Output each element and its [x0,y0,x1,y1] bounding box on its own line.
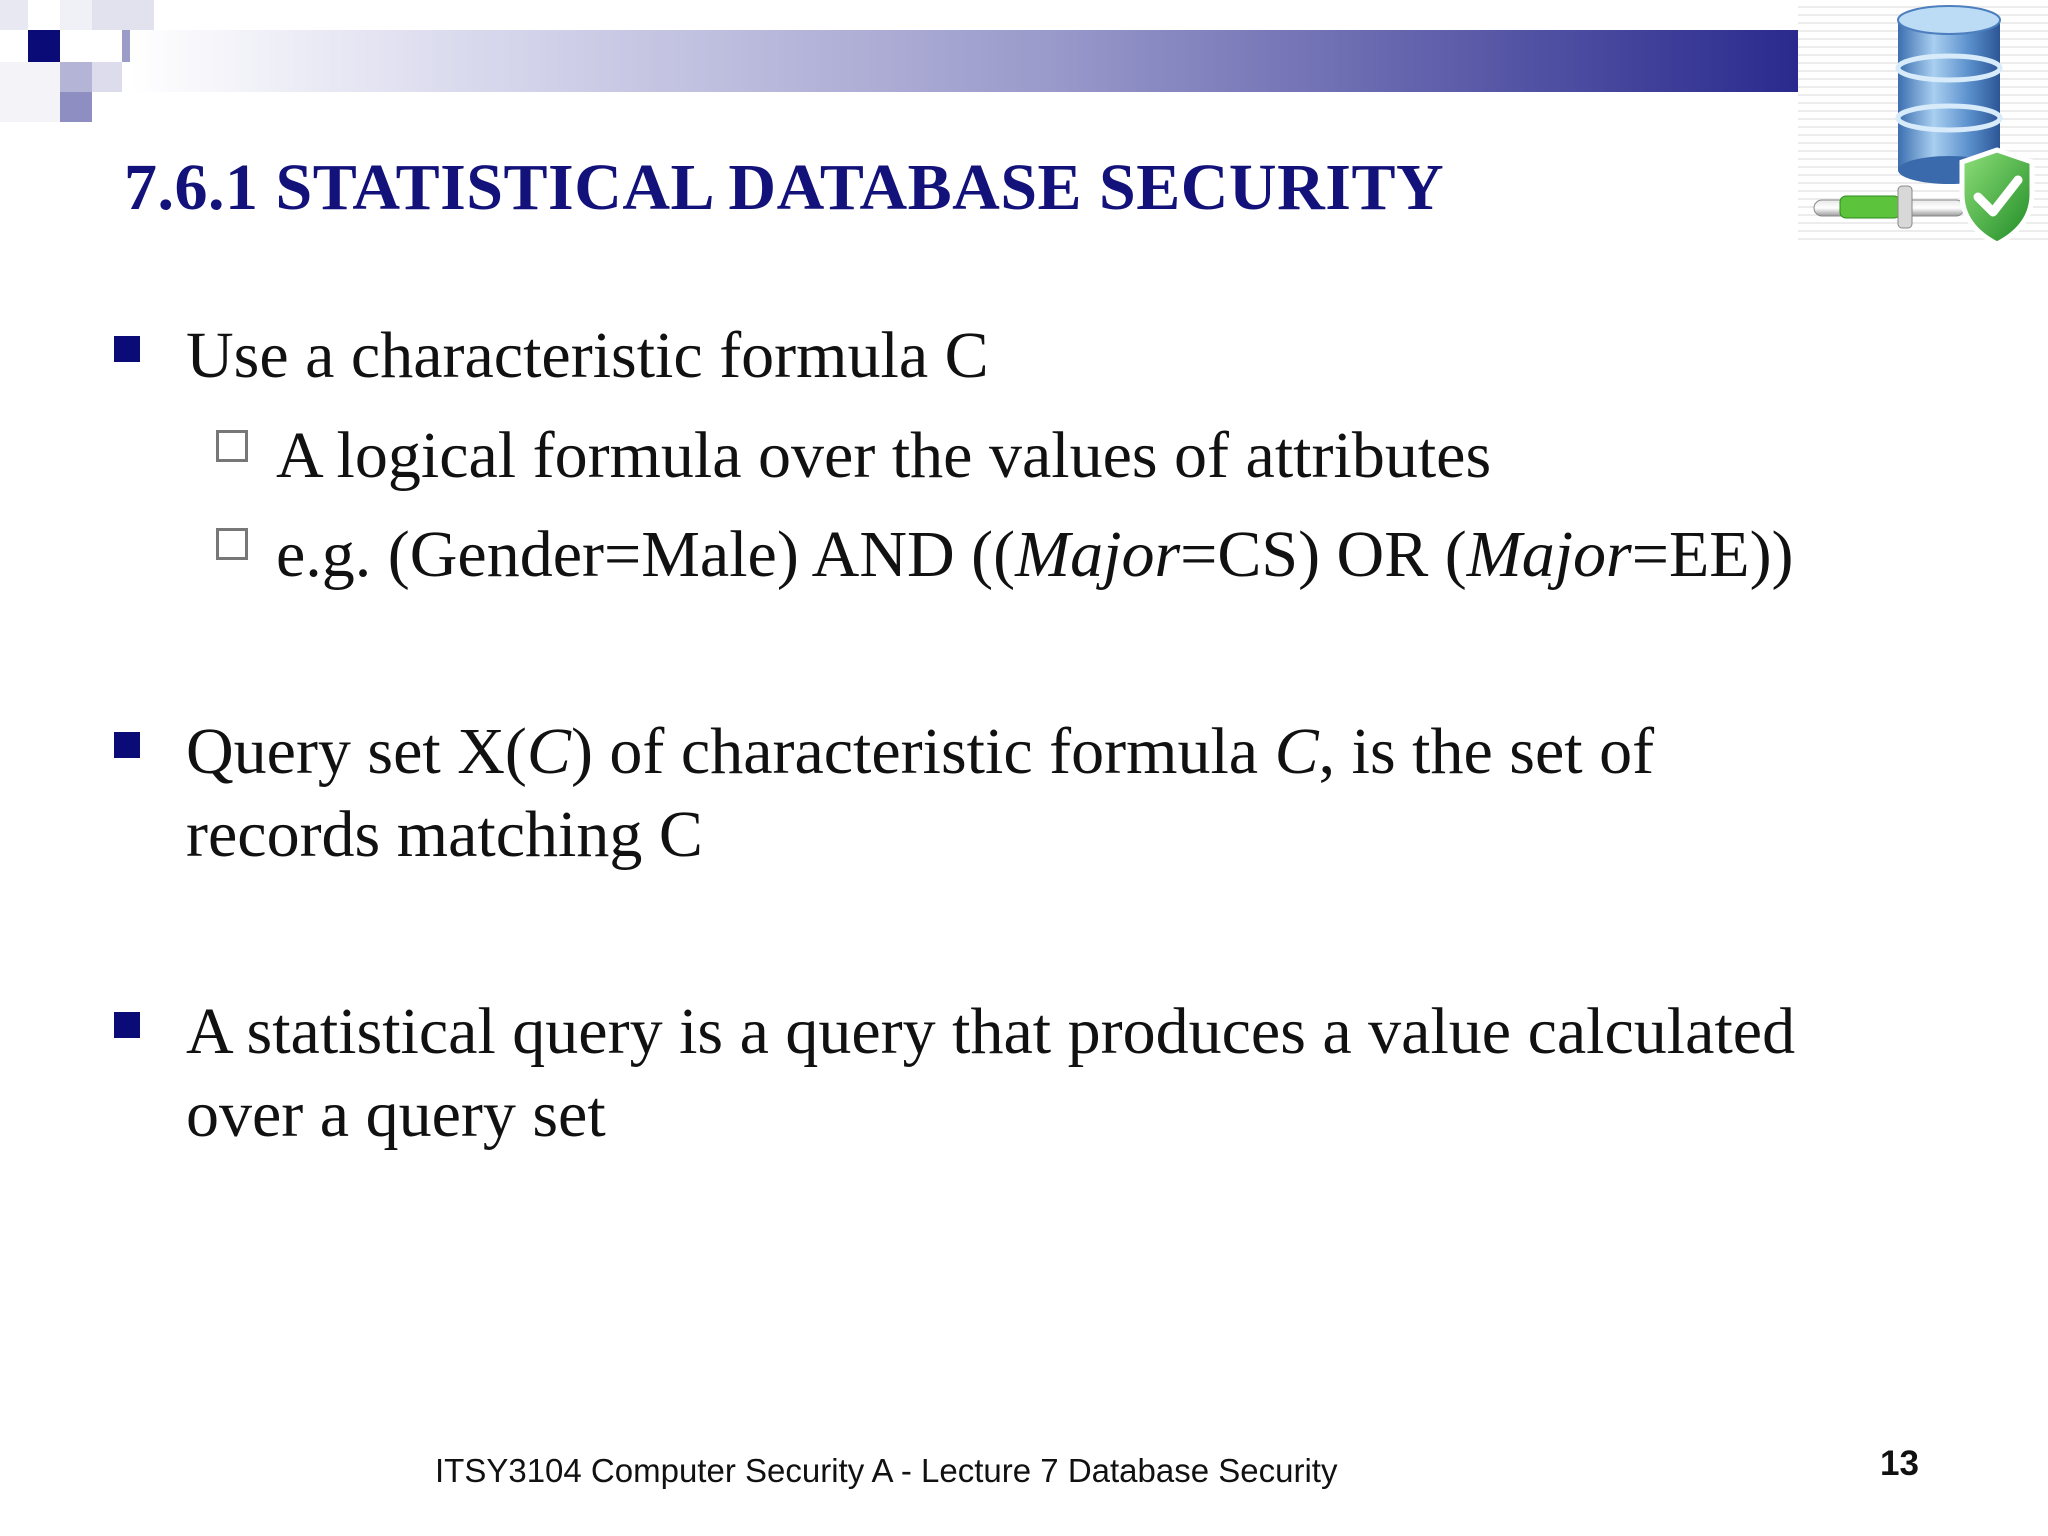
corner-deco-block [28,30,60,62]
bullet-square-icon [114,732,140,758]
sub-bullet-1-text: A logical formula over the values of attributes [276,419,1492,492]
italic-segment: C [1274,715,1319,788]
bullet-3-line-2: over a query set [186,1078,606,1151]
corner-deco-block [0,0,28,30]
text-segment: Query set X( [186,715,527,788]
italic-segment: Major [1466,518,1632,591]
text-segment: =EE)) [1631,518,1794,591]
header-gradient-band [130,30,1798,92]
sub-bullet-square-icon [216,528,248,560]
text-segment: ) of characteristic formula [570,715,1275,788]
bullet-square-icon [114,1012,140,1038]
page-number: 13 [1880,1444,1919,1483]
corner-deco-block [60,62,92,92]
corner-deco-block [92,62,122,92]
slide-title: 7.6.1 STATISTICAL DATABASE SECURITY [124,151,1445,224]
bullet-square-icon [114,336,140,362]
bullet-2-line-2: records matching C [186,798,703,871]
text-segment: e.g. (Gender=Male) AND (( [276,518,1016,591]
bullet-2-line-1 [186,715,1655,788]
corner-deco-block [60,92,92,122]
bullet-3-line-1: A statistical query is a query that produces a value calculated [186,995,1796,1068]
corner-deco-block [60,0,92,30]
sub-bullet-2-text [276,518,1794,591]
sub-bullet-square-icon [216,430,248,462]
italic-segment: Major [1015,518,1181,591]
italic-segment: C [526,715,571,788]
text-segment: , is the set of [1318,715,1655,788]
corner-deco-block [0,62,60,122]
text-segment: =CS) OR ( [1180,518,1467,591]
corner-deco-block [92,0,154,30]
bullet-1-text: Use a characteristic formula C [186,319,989,392]
slide-footer: ITSY3104 Computer Security A - Lecture 7 Database Security [435,1452,1338,1489]
database-shield-icon [1800,0,2048,250]
